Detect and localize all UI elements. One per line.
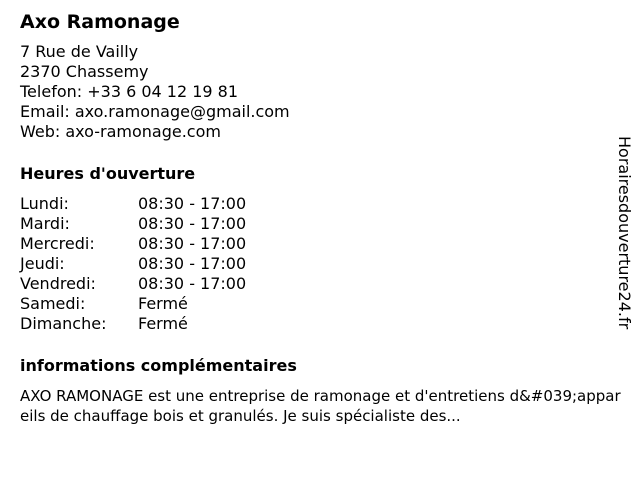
hours-day: Lundi: bbox=[20, 194, 69, 213]
hours-day: Mardi: bbox=[20, 214, 70, 233]
hours-row-tuesday bbox=[20, 214, 620, 234]
hours-time: 08:30 - 17:00 bbox=[138, 234, 247, 253]
hours-time: 08:30 - 17:00 bbox=[138, 254, 247, 273]
hours-heading: Heures d'ouverture bbox=[20, 164, 196, 183]
hours-row-thursday bbox=[20, 254, 620, 274]
hours-time: 08:30 - 17:00 bbox=[138, 274, 247, 293]
hours-row-wednesday bbox=[20, 234, 620, 254]
opening-hours-table bbox=[20, 194, 620, 334]
hours-day: Samedi: bbox=[20, 294, 86, 313]
hours-day: Dimanche: bbox=[20, 314, 107, 333]
web-text: Web: axo-ramonage.com bbox=[20, 122, 221, 141]
hours-time: Fermé bbox=[138, 294, 188, 313]
hours-time: 08:30 - 17:00 bbox=[138, 194, 247, 213]
hours-row-monday bbox=[20, 194, 620, 214]
site-watermark-text: Horairesdouverture24.fr bbox=[615, 136, 634, 330]
business-name: Axo Ramonage bbox=[20, 11, 180, 33]
address-city: 2370 Chassemy bbox=[20, 62, 149, 81]
contact-block bbox=[20, 42, 620, 142]
hours-row-friday bbox=[20, 274, 620, 294]
hours-day: Mercredi: bbox=[20, 234, 95, 253]
address-street: 7 Rue de Vailly bbox=[20, 42, 139, 61]
hours-row-saturday bbox=[20, 294, 620, 314]
email-text: Email: axo.ramonage@gmail.com bbox=[20, 102, 290, 121]
info-description: AXO RAMONAGE est une entreprise de ramonage et d'entretiens d&#039;appareils de chauffage bois et granulés. Je suis spécialiste des... bbox=[20, 387, 621, 425]
info-heading: informations complémentaires bbox=[20, 356, 297, 375]
hours-row-sunday bbox=[20, 314, 620, 334]
hours-day: Vendredi: bbox=[20, 274, 96, 293]
hours-time: 08:30 - 17:00 bbox=[138, 214, 247, 233]
hours-day: Jeudi: bbox=[20, 254, 65, 273]
phone-text: Telefon: +33 6 04 12 19 81 bbox=[20, 82, 239, 101]
hours-time: Fermé bbox=[138, 314, 188, 333]
business-card bbox=[20, 10, 620, 426]
